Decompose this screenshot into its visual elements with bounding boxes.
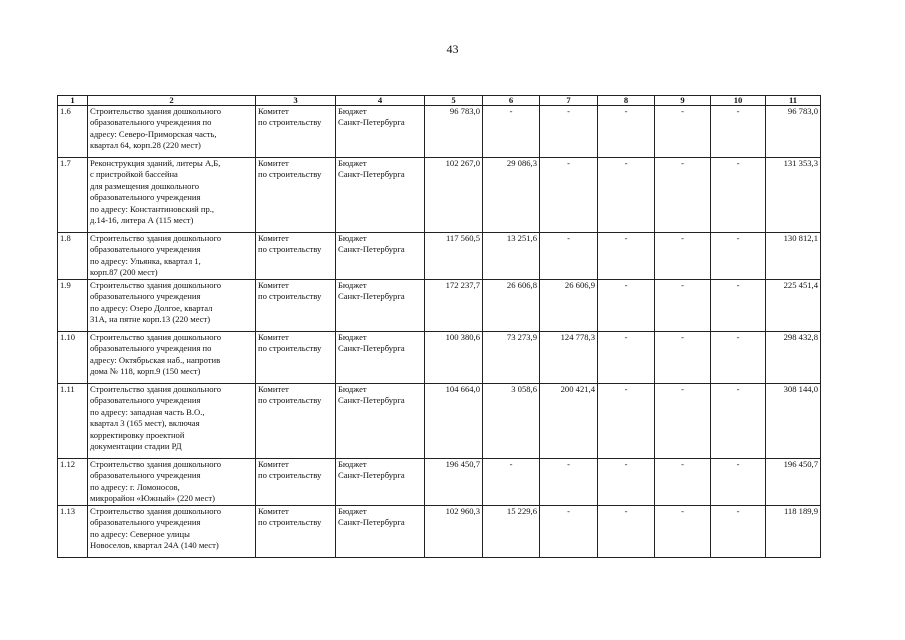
column-header-11: 11: [766, 96, 821, 106]
executor-line: по строительству: [258, 395, 322, 406]
executor: [256, 459, 336, 506]
object-name-line: адресу: Северо-Приморская часть,: [90, 128, 217, 139]
page-number: 43: [446, 42, 459, 56]
amount-c7: 26 606,9: [540, 280, 598, 332]
amount-c7: -: [540, 158, 598, 233]
budget-table: [57, 95, 821, 558]
column-header-6: 6: [483, 96, 540, 106]
table-row: [58, 384, 821, 459]
column-header-1: 1: [58, 96, 88, 106]
object-name-line: образовательного учреждения: [90, 470, 201, 481]
object-name-line: 31А, на пятне корп.13 (220 мест): [90, 314, 211, 325]
table-row: [58, 459, 821, 506]
object-name: [88, 280, 256, 332]
executor-line: Комитет: [258, 332, 289, 342]
funding-source-line: Бюджет: [338, 106, 367, 116]
funding-source-line: Санкт-Петербурга: [338, 117, 405, 128]
object-name-line: Строительство здания дошкольного: [90, 280, 222, 290]
amount-c10: -: [711, 158, 766, 233]
object-name-line: д.14-16, литера А (115 мест): [90, 215, 194, 226]
amount-c5: 100 380,6: [425, 332, 483, 384]
executor-line: Комитет: [258, 384, 289, 394]
amount-c9: -: [655, 332, 711, 384]
table-row: [58, 233, 821, 280]
funding-source-line: Бюджет: [338, 158, 367, 168]
amount-c8: -: [598, 332, 655, 384]
funding-source-line: Санкт-Петербурга: [338, 291, 405, 302]
header-row: [58, 96, 821, 106]
executor: [256, 106, 336, 158]
object-name-line: образовательного учреждения: [90, 395, 201, 406]
table-header: [58, 96, 821, 106]
funding-source-line: Санкт-Петербурга: [338, 517, 405, 528]
executor-line: Комитет: [258, 233, 289, 243]
funding-source-line: Санкт-Петербурга: [338, 244, 405, 255]
amount-c7: 124 778,3: [540, 332, 598, 384]
amount-c10: -: [711, 332, 766, 384]
amount-c8: -: [598, 506, 655, 558]
amount-c6: 26 606,8: [483, 280, 540, 332]
executor: [256, 506, 336, 558]
object-name-line: образовательного учреждения: [90, 517, 201, 528]
object-name-line: Реконструкция зданий, литеры А,Б,: [90, 158, 221, 168]
amount-c7: -: [540, 459, 598, 506]
table-row: [58, 506, 821, 558]
amount-c6: -: [483, 106, 540, 158]
funding-source: [336, 384, 425, 459]
column-header-3: 3: [256, 96, 336, 106]
amount-c5: 102 960,3: [425, 506, 483, 558]
amount-c6: 3 058,6: [483, 384, 540, 459]
amount-c5: 104 664,0: [425, 384, 483, 459]
executor-line: по строительству: [258, 244, 322, 255]
object-name: [88, 158, 256, 233]
amount-c8: -: [598, 158, 655, 233]
object-name-line: по адресу: Северное улицы: [90, 528, 190, 539]
object-name-line: Строительство здания дошкольного: [90, 384, 222, 394]
row-number: 1.8: [58, 233, 88, 280]
table-row: [58, 158, 821, 233]
amount-total: 130 812,1: [766, 233, 821, 280]
amount-c10: -: [711, 459, 766, 506]
funding-source-line: Бюджет: [338, 384, 367, 394]
executor-line: по строительству: [258, 343, 322, 354]
funding-source: [336, 332, 425, 384]
funding-source-line: Бюджет: [338, 233, 367, 243]
object-name-line: по адресу: Константиновский пр.,: [90, 203, 215, 214]
amount-c8: -: [598, 106, 655, 158]
object-name-line: по адресу: г. Ломоносов,: [90, 481, 180, 492]
object-name-line: корп.87 (200 мест): [90, 267, 158, 278]
executor-line: по строительству: [258, 291, 322, 302]
amount-c7: -: [540, 506, 598, 558]
object-name-line: с пристройкой бассейна: [90, 169, 178, 180]
funding-source: [336, 459, 425, 506]
object-name-line: Строительство здания дошкольного: [90, 506, 222, 516]
funding-source-line: Санкт-Петербурга: [338, 343, 405, 354]
funding-source-line: Санкт-Петербурга: [338, 395, 405, 406]
object-name-line: образовательного учреждения по: [90, 117, 212, 128]
funding-source-line: Бюджет: [338, 332, 367, 342]
object-name: [88, 332, 256, 384]
object-name-line: по адресу: Озеро Долгое, квартал: [90, 302, 213, 313]
object-name: [88, 459, 256, 506]
table-body: [58, 106, 821, 558]
amount-c5: 102 267,0: [425, 158, 483, 233]
funding-source-line: Бюджет: [338, 506, 367, 516]
object-name-line: квартал 64, корп.28 (220 мест): [90, 140, 201, 151]
executor-line: по строительству: [258, 169, 322, 180]
amount-c10: -: [711, 233, 766, 280]
executor-line: Комитет: [258, 106, 289, 116]
object-name: [88, 106, 256, 158]
table-row: [58, 106, 821, 158]
amount-total: 298 432,8: [766, 332, 821, 384]
object-name-line: по адресу: западная часть В.О.,: [90, 406, 205, 417]
executor-line: по строительству: [258, 117, 322, 128]
row-number: 1.11: [58, 384, 88, 459]
amount-c6: 29 086,3: [483, 158, 540, 233]
object-name: [88, 233, 256, 280]
amount-c10: -: [711, 384, 766, 459]
funding-source: [336, 106, 425, 158]
amount-c9: -: [655, 506, 711, 558]
funding-source: [336, 158, 425, 233]
object-name-line: образовательного учреждения: [90, 192, 201, 203]
object-name-line: по адресу: Ульянка, квартал 1,: [90, 255, 201, 266]
amount-total: 96 783,0: [766, 106, 821, 158]
amount-total: 196 450,7: [766, 459, 821, 506]
executor-line: Комитет: [258, 506, 289, 516]
executor-line: по строительству: [258, 517, 322, 528]
executor-line: Комитет: [258, 158, 289, 168]
executor: [256, 332, 336, 384]
amount-c9: -: [655, 280, 711, 332]
amount-c6: -: [483, 459, 540, 506]
amount-c9: -: [655, 459, 711, 506]
table-row: [58, 332, 821, 384]
funding-source: [336, 506, 425, 558]
amount-c5: 196 450,7: [425, 459, 483, 506]
amount-c7: -: [540, 106, 598, 158]
funding-source: [336, 280, 425, 332]
amount-c8: -: [598, 384, 655, 459]
object-name-line: Строительство здания дошкольного: [90, 233, 222, 243]
object-name: [88, 506, 256, 558]
amount-total: 225 451,4: [766, 280, 821, 332]
row-number: 1.9: [58, 280, 88, 332]
funding-source: [336, 233, 425, 280]
executor-line: Комитет: [258, 280, 289, 290]
executor-line: Комитет: [258, 459, 289, 469]
amount-c7: 200 421,4: [540, 384, 598, 459]
object-name-line: для размещения дошкольного: [90, 180, 200, 191]
amount-c7: -: [540, 233, 598, 280]
object-name-line: образовательного учреждения: [90, 244, 201, 255]
object-name-line: Новоселов, квартал 24А (140 мест): [90, 540, 219, 551]
object-name-line: Строительство здания дошкольного: [90, 106, 222, 116]
column-header-8: 8: [598, 96, 655, 106]
object-name-line: квартал 3 (165 мест), включая: [90, 418, 200, 429]
amount-c6: 13 251,6: [483, 233, 540, 280]
amount-c9: -: [655, 233, 711, 280]
column-header-4: 4: [336, 96, 425, 106]
amount-c5: 172 237,7: [425, 280, 483, 332]
row-number: 1.6: [58, 106, 88, 158]
executor-line: по строительству: [258, 470, 322, 481]
object-name-line: корректировку проектной: [90, 429, 185, 440]
funding-source-line: Бюджет: [338, 459, 367, 469]
table-row: [58, 280, 821, 332]
executor: [256, 280, 336, 332]
funding-source-line: Санкт-Петербурга: [338, 169, 405, 180]
amount-c8: -: [598, 280, 655, 332]
amount-c5: 117 560,5: [425, 233, 483, 280]
row-number: 1.7: [58, 158, 88, 233]
amount-c8: -: [598, 233, 655, 280]
amount-c8: -: [598, 459, 655, 506]
column-header-2: 2: [88, 96, 256, 106]
row-number: 1.13: [58, 506, 88, 558]
amount-c6: 73 273,9: [483, 332, 540, 384]
object-name-line: образовательного учреждения по: [90, 343, 212, 354]
object-name-line: Строительство здания дошкольного: [90, 459, 222, 469]
amount-c9: -: [655, 384, 711, 459]
amount-c9: -: [655, 106, 711, 158]
funding-source-line: Санкт-Петербурга: [338, 470, 405, 481]
executor: [256, 384, 336, 459]
amount-total: 118 189,9: [766, 506, 821, 558]
amount-c5: 96 783,0: [425, 106, 483, 158]
row-number: 1.10: [58, 332, 88, 384]
object-name-line: микрорайон «Южный» (220 мест): [90, 493, 215, 504]
amount-c10: -: [711, 106, 766, 158]
amount-c10: -: [711, 506, 766, 558]
amount-c6: 15 229,6: [483, 506, 540, 558]
amount-total: 131 353,3: [766, 158, 821, 233]
executor: [256, 158, 336, 233]
object-name-line: Строительство здания дошкольного: [90, 332, 222, 342]
object-name-line: адресу: Октябрьская наб., напротив: [90, 354, 221, 365]
object-name-line: документации стадии РД: [90, 441, 182, 452]
column-header-9: 9: [655, 96, 711, 106]
column-header-7: 7: [540, 96, 598, 106]
object-name-line: образовательного учреждения: [90, 291, 201, 302]
column-header-10: 10: [711, 96, 766, 106]
amount-total: 308 144,0: [766, 384, 821, 459]
object-name: [88, 384, 256, 459]
executor: [256, 233, 336, 280]
amount-c9: -: [655, 158, 711, 233]
column-header-5: 5: [425, 96, 483, 106]
funding-source-line: Бюджет: [338, 280, 367, 290]
object-name-line: дома № 118, корп.9 (150 мест): [90, 366, 201, 377]
amount-c10: -: [711, 280, 766, 332]
row-number: 1.12: [58, 459, 88, 506]
